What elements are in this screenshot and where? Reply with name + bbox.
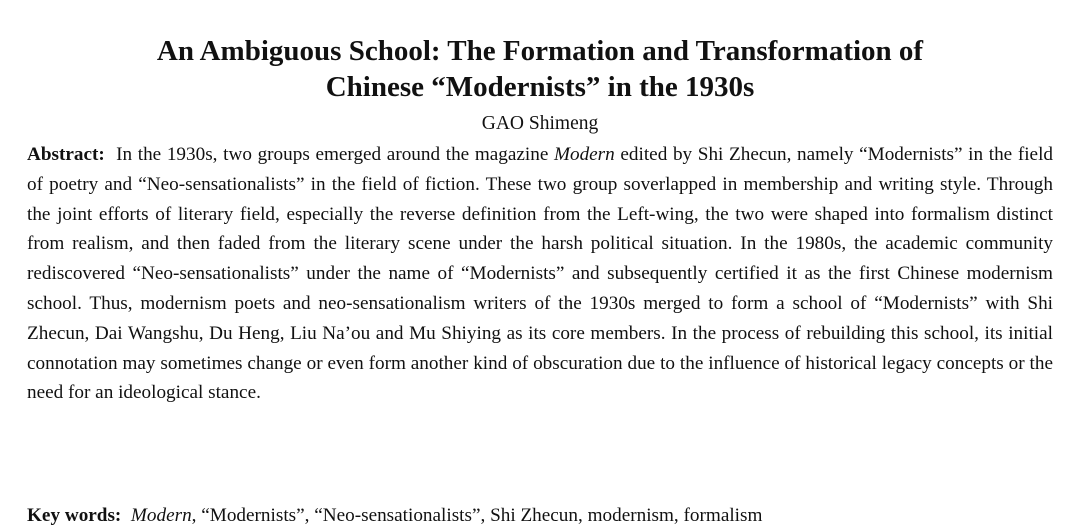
author-name: GAO Shimeng: [481, 113, 599, 134]
abstract-text-rest: edited by Shi Zhecun, namely “Modernists” in the field of poetry and “Neo-sensationalists” in the field of fiction. These two group soverlapped in membership and writing style. Through the joint efforts of literary field, especially the reverse definition from the Left-wing, the two were shaped into formalism distinct from realism, and then faded from the literary scene under the harsh political situation. In the 1980s, the academic community rediscovered “Neo-sensationalists” under the name of “Modernists” and subsequently certified it as the first Chinese modernism school. Thus, modernism poets and neo-sensationalism writers of the 1930s merged to form a school of “Modernists” with Shi Zhecun, Dai Wangshu, Du Heng, Liu Na’ou and Mu Shiying as its core members. In the process of rebuilding this school, its initial connotation may sometimes change or even form another kind of obscuration due to the influence of historical legacy concepts or the need for an ideological stance.: [27, 144, 1054, 404]
abstract-label: Abstract:: [27, 144, 105, 165]
paper-title-line-2: Chinese “Modernists” in the 1930s: [325, 71, 755, 103]
abstract-paragraph: [27, 140, 1053, 408]
keywords-line: [27, 502, 1053, 530]
abstract-magazine-title: Modern: [554, 144, 615, 165]
paper-title: [0, 33, 1080, 105]
keywords-magazine-title: Modern: [130, 505, 192, 526]
keywords-list: , “Modernists”, “Neo-sensationalists”, Shi Zhecun, modernism, formalism: [191, 505, 763, 526]
keywords-label: Key words:: [27, 505, 122, 526]
abstract-text-start: In the 1930s, two groups emerged around the magazine: [116, 144, 549, 165]
paper-title-line-1: An Ambiguous School: The Formation and Transformation of: [156, 35, 924, 67]
